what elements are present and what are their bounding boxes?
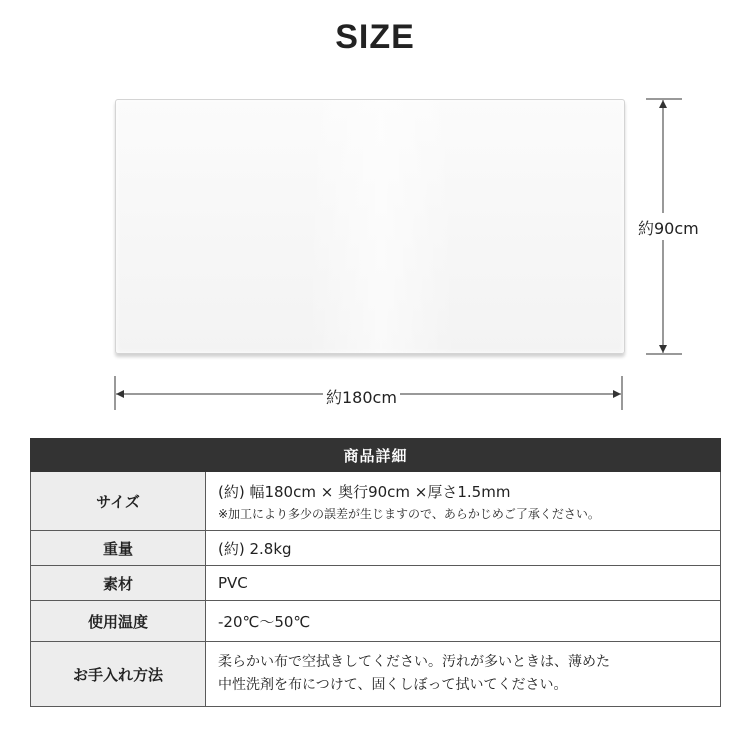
row-value-material: PVC bbox=[206, 566, 721, 601]
row-label-temperature: 使用温度 bbox=[31, 601, 206, 642]
table-row bbox=[31, 601, 721, 642]
page-title: SIZE bbox=[335, 18, 415, 56]
table-row bbox=[31, 472, 721, 531]
width-label: 約180cm bbox=[323, 385, 400, 408]
row-label-size: サイズ bbox=[31, 472, 206, 531]
product-details-table bbox=[30, 438, 721, 707]
care-line-1: 柔らかい布で空拭きしてください。汚れが多いときは、薄めた bbox=[218, 654, 610, 670]
table-header-row bbox=[31, 439, 721, 472]
table-header: 商品詳細 bbox=[31, 439, 721, 472]
row-value-size bbox=[206, 472, 721, 531]
depth-arrow-up-icon bbox=[659, 100, 667, 108]
table-row bbox=[31, 566, 721, 601]
size-value: (約) 幅180cm × 奥行90cm ×厚さ1.5mm bbox=[218, 482, 511, 501]
care-line-2: 中性洗剤を布につけて、固くしぼって拭いてください。 bbox=[218, 677, 568, 693]
row-label-care: お手入れ方法 bbox=[31, 642, 206, 707]
size-note: ※加工により多少の誤差が生じますので、あらかじめご了承ください。 bbox=[218, 506, 600, 521]
width-arrow-right-icon bbox=[613, 390, 621, 398]
row-label-weight: 重量 bbox=[31, 531, 206, 566]
row-value-weight: (約) 2.8kg bbox=[206, 531, 721, 566]
row-label-material: 素材 bbox=[31, 566, 206, 601]
row-value-temperature: -20℃〜50℃ bbox=[206, 601, 721, 642]
table-row bbox=[31, 531, 721, 566]
width-arrow-left-icon bbox=[116, 390, 124, 398]
row-value-care bbox=[206, 642, 721, 707]
depth-arrow-down-icon bbox=[659, 345, 667, 353]
table-row bbox=[31, 642, 721, 707]
depth-label: 約90cm bbox=[638, 219, 699, 238]
